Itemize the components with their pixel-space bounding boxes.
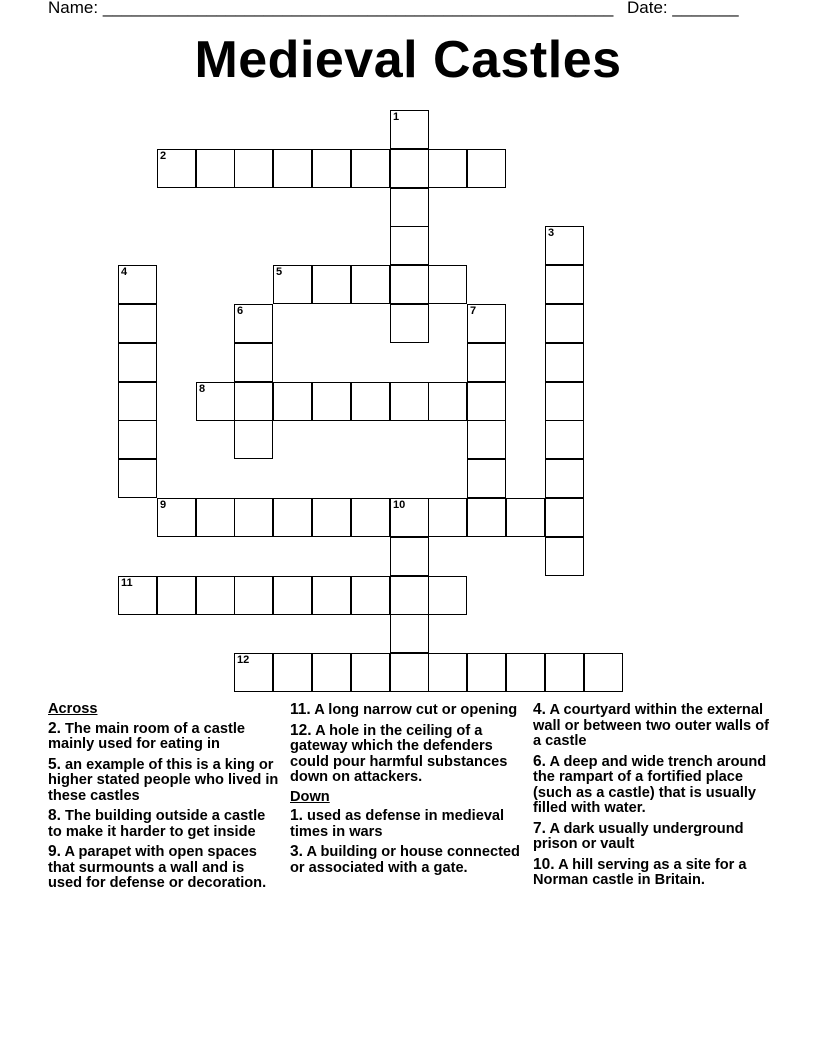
- grid-cell[interactable]: [545, 498, 584, 537]
- grid-cell[interactable]: [428, 653, 467, 692]
- clue-text: The building outside a castle to make it harder to get inside: [48, 808, 266, 840]
- grid-cell[interactable]: [467, 653, 506, 692]
- grid-cell[interactable]: [234, 343, 273, 382]
- grid-cell[interactable]: [428, 498, 467, 537]
- grid-cell[interactable]: [506, 498, 545, 537]
- across-clue-11: [290, 702, 522, 719]
- clue-number: 10.: [533, 855, 555, 873]
- grid-cell[interactable]: [234, 149, 273, 188]
- clue-text: A deep and wide trench around the rampart of a fortified place (such as a castle) that is usually filled with water.: [533, 753, 767, 816]
- grid-cell[interactable]: [273, 653, 312, 692]
- grid-cell[interactable]: [545, 537, 584, 576]
- grid-cell[interactable]: [273, 498, 312, 537]
- grid-cell[interactable]: [584, 653, 623, 692]
- grid-cell[interactable]: [118, 343, 157, 382]
- grid-cell[interactable]: [506, 653, 545, 692]
- grid-cell[interactable]: [118, 265, 157, 304]
- grid-cell[interactable]: [312, 498, 351, 537]
- grid-cell[interactable]: [196, 576, 235, 615]
- grid-cell[interactable]: [545, 226, 584, 265]
- clue-text: used as defense in medieval times in wars: [290, 808, 505, 840]
- grid-cell[interactable]: [545, 420, 584, 459]
- grid-cell[interactable]: [545, 459, 584, 498]
- grid-cell[interactable]: [390, 304, 429, 343]
- cell-number: 2: [160, 150, 167, 162]
- grid-cell[interactable]: [273, 382, 312, 421]
- across-clue-9: [48, 844, 280, 892]
- grid-cell[interactable]: [390, 653, 429, 692]
- grid-cell[interactable]: [428, 382, 467, 421]
- grid-cell[interactable]: [312, 576, 351, 615]
- down-clue-6: [533, 754, 773, 817]
- clue-text: A long narrow cut or opening: [314, 702, 518, 718]
- grid-cell[interactable]: [196, 382, 235, 421]
- across-clue-12: [290, 723, 522, 786]
- grid-cell[interactable]: [545, 265, 584, 304]
- clue-text: A hole in the ceiling of a gateway which the defenders could pour harmful substances down on attackers.: [290, 722, 508, 785]
- grid-cell[interactable]: [467, 343, 506, 382]
- cell-number: 12: [237, 654, 250, 666]
- grid-cell[interactable]: [351, 498, 390, 537]
- grid-cell[interactable]: [312, 149, 351, 188]
- grid-cell[interactable]: [390, 265, 429, 304]
- grid-cell[interactable]: [545, 653, 584, 692]
- clue-text: A hill serving as a site for a Norman castle in Britain.: [533, 856, 747, 888]
- clue-text: an example of this is a king or higher stated people who lived in these castles: [48, 756, 279, 804]
- cell-number: 1: [393, 111, 400, 123]
- cell-number: 9: [160, 499, 167, 511]
- grid-cell[interactable]: [390, 614, 429, 653]
- across-clue-5: [48, 757, 280, 805]
- grid-cell[interactable]: [467, 420, 506, 459]
- date-field[interactable]: [627, 0, 739, 18]
- clue-number: 8.: [48, 807, 61, 824]
- grid-cell[interactable]: [390, 382, 429, 421]
- down-heading: Down: [290, 788, 330, 805]
- clue-number: 11.: [290, 701, 311, 718]
- grid-cell[interactable]: [312, 265, 351, 304]
- grid-cell[interactable]: [467, 304, 506, 343]
- down-clue-7: [533, 821, 773, 853]
- clue-number: 3.: [290, 843, 303, 860]
- grid-cell[interactable]: [234, 653, 273, 692]
- date-label: Date:: [627, 0, 668, 17]
- clues-column-1: [48, 702, 280, 896]
- clue-number: 4.: [533, 701, 546, 718]
- grid-cell[interactable]: [351, 653, 390, 692]
- grid-cell[interactable]: [312, 653, 351, 692]
- grid-cell[interactable]: [351, 149, 390, 188]
- grid-cell[interactable]: [390, 149, 429, 188]
- grid-cell[interactable]: [157, 498, 196, 537]
- across-clue-2: [48, 721, 280, 753]
- cell-number: 3: [548, 227, 555, 239]
- cell-number: 11: [121, 577, 133, 589]
- grid-cell[interactable]: [390, 498, 429, 537]
- clue-number: 2.: [48, 719, 61, 737]
- across-clue-8: [48, 808, 280, 840]
- grid-cell[interactable]: [390, 226, 429, 265]
- date-blank[interactable]: _______: [672, 0, 739, 17]
- name-label: Name:: [48, 0, 99, 17]
- grid-cell[interactable]: [351, 576, 390, 615]
- clues-column-2: [290, 702, 522, 880]
- down-clue-3: [290, 844, 522, 876]
- grid-cell[interactable]: [390, 576, 429, 615]
- clues-column-3: [533, 702, 773, 893]
- grid-cell[interactable]: [234, 382, 273, 421]
- grid-cell[interactable]: [312, 382, 351, 421]
- cell-number: 4: [121, 266, 128, 278]
- grid-cell[interactable]: [118, 576, 157, 615]
- grid-cell[interactable]: [118, 420, 157, 459]
- grid-cell[interactable]: [390, 188, 429, 227]
- name-blank[interactable]: ______________________________________________________: [102, 0, 614, 17]
- grid-cell[interactable]: [118, 459, 157, 498]
- clue-number: 5.: [48, 755, 61, 773]
- grid-cell[interactable]: [157, 576, 196, 615]
- grid-cell[interactable]: [467, 459, 506, 498]
- clue-text: The main room of a castle mainly used for eating in: [48, 720, 246, 752]
- clue-number: 12.: [290, 721, 312, 739]
- grid-cell[interactable]: [428, 576, 467, 615]
- grid-cell[interactable]: [545, 304, 584, 343]
- clue-text: A dark usually underground prison or vault: [533, 820, 744, 852]
- grid-cell[interactable]: [234, 576, 273, 615]
- grid-cell[interactable]: [273, 265, 312, 304]
- cell-number: 5: [276, 266, 283, 278]
- grid-cell[interactable]: [467, 149, 506, 188]
- grid-cell[interactable]: [234, 304, 273, 343]
- name-field[interactable]: [48, 0, 613, 18]
- clue-text: A building or house connected or associated with a gate.: [290, 844, 520, 876]
- clue-number: 6.: [533, 752, 546, 770]
- down-clue-4: [533, 702, 773, 750]
- across-heading: Across: [48, 701, 98, 717]
- puzzle-title: Medieval Castles: [194, 31, 622, 89]
- grid-cell[interactable]: [196, 149, 235, 188]
- down-clue-10: [533, 857, 773, 889]
- clue-number: 9.: [48, 843, 61, 860]
- grid-cell[interactable]: [390, 110, 429, 149]
- down-clue-1: [290, 808, 522, 840]
- grid-cell[interactable]: [118, 382, 157, 421]
- clue-text: A parapet with open spaces that surmounts a wall and is used for defense or decoration.: [48, 844, 267, 891]
- grid-cell[interactable]: [196, 498, 235, 537]
- cell-number: 8: [199, 383, 206, 395]
- grid-cell[interactable]: [234, 420, 273, 459]
- clue-text: A courtyard within the external wall or between two outer walls of a castle: [533, 702, 769, 749]
- cell-number: 7: [470, 305, 477, 317]
- cell-number: 6: [237, 305, 244, 317]
- grid-cell[interactable]: [118, 304, 157, 343]
- grid-cell[interactable]: [467, 382, 506, 421]
- cell-number: 10: [393, 499, 406, 511]
- grid-cell[interactable]: [545, 343, 584, 382]
- grid-cell[interactable]: [157, 149, 196, 188]
- clue-number: 1.: [290, 807, 303, 824]
- grid-cell[interactable]: [273, 149, 312, 188]
- grid-cell[interactable]: [351, 265, 390, 304]
- grid-cell[interactable]: [351, 382, 390, 421]
- grid-cell[interactable]: [428, 149, 467, 188]
- clue-number: 7.: [533, 819, 546, 837]
- grid-cell[interactable]: [428, 265, 467, 304]
- grid-cell[interactable]: [467, 498, 506, 537]
- grid-cell[interactable]: [273, 576, 312, 615]
- grid-cell[interactable]: [234, 498, 273, 537]
- grid-cell[interactable]: [390, 537, 429, 576]
- grid-cell[interactable]: [545, 382, 584, 421]
